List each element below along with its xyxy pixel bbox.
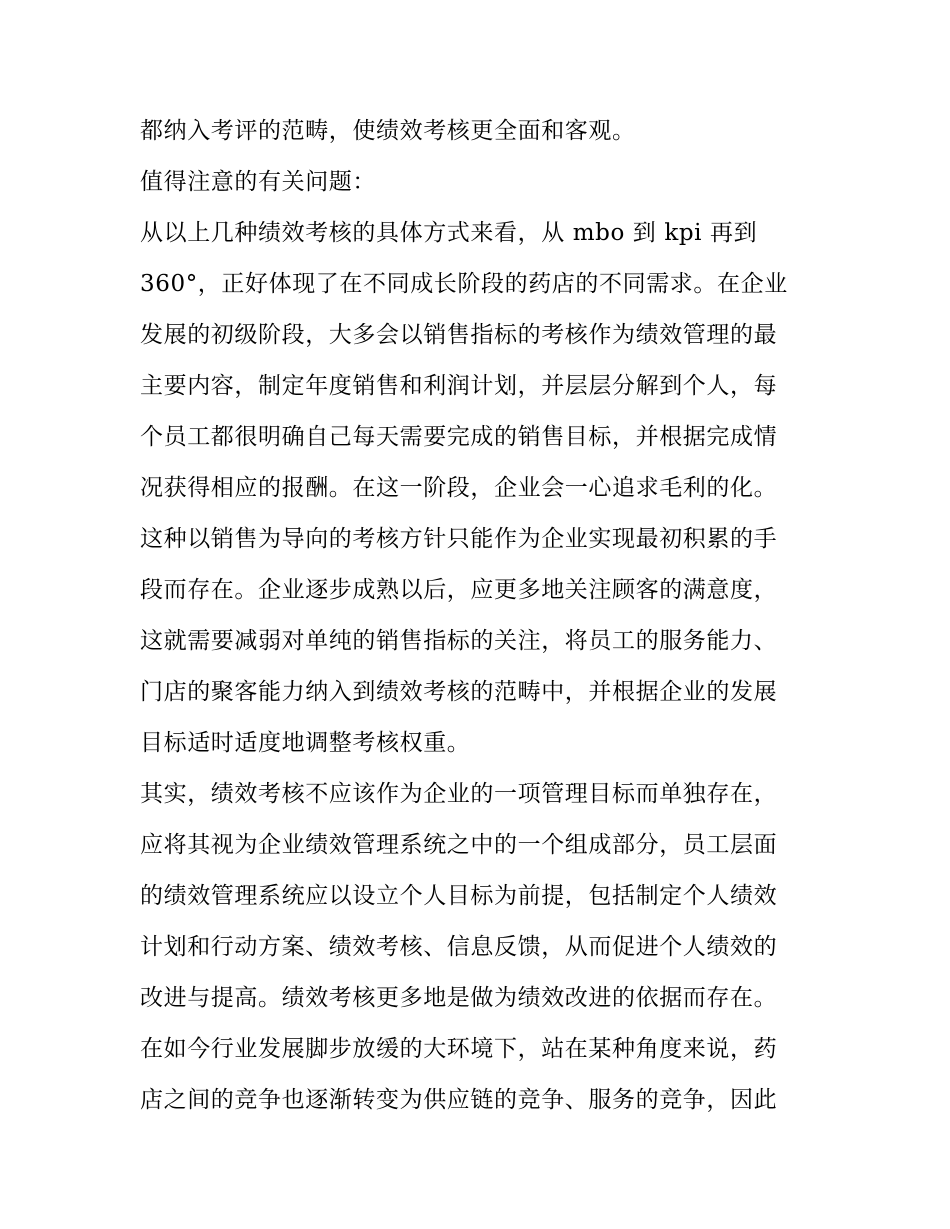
text-line: 应将其视为企业绩效管理系统之中的一个组成部分，员工层面 <box>140 832 778 858</box>
text-line: 在如今行业发展脚步放缓的大环境下，站在某种角度来说，药 <box>140 1036 778 1062</box>
text-line: 这种以销售为导向的考核方针只能作为企业实现最初积累的手 <box>140 526 778 552</box>
text-line: 改进与提高。绩效考核更多地是做为绩效改进的依据而存在。 <box>140 985 778 1011</box>
text-line: 的绩效管理系统应以设立个人目标为前提，包括制定个人绩效 <box>140 883 778 909</box>
text-line: 其实，绩效考核不应该作为企业的一项管理目标而单独存在， <box>140 781 778 807</box>
text-line: 发展的初级阶段，大多会以销售指标的考核作为绩效管理的最 <box>140 322 778 348</box>
text-line: 从以上几种绩效考核的具体方式来看，从 mbo 到 kpi 再到 <box>140 220 758 246</box>
text-line: 目标适时适度地调整考核权重。 <box>140 730 471 756</box>
text-line: 都纳入考评的范畴，使绩效考核更全面和客观。 <box>140 118 636 144</box>
text-line: 值得注意的有关问题： <box>140 169 376 195</box>
text-line: 店之间的竞争也逐渐转变为供应链的竞争、服务的竞争，因此 <box>140 1087 778 1113</box>
text-line: 360°，正好体现了在不同成长阶段的药店的不同需求。在企业 <box>140 271 788 297</box>
text-line: 段而存在。企业逐步成熟以后，应更多地关注顾客的满意度， <box>140 577 778 603</box>
text-line: 计划和行动方案、绩效考核、信息反馈，从而促进个人绩效的 <box>140 934 778 960</box>
text-line: 这就需要减弱对单纯的销售指标的关注，将员工的服务能力、 <box>140 628 778 654</box>
text-line: 况获得相应的报酬。在这一阶段，企业会一心追求毛利的化。 <box>140 475 778 501</box>
text-line: 门店的聚客能力纳入到绩效考核的范畴中，并根据企业的发展 <box>140 679 778 705</box>
text-line: 主要内容，制定年度销售和利润计划，并层层分解到个人，每 <box>140 373 778 399</box>
body-text <box>140 106 820 1126</box>
text-line: 个员工都很明确自己每天需要完成的销售目标，并根据完成情 <box>140 424 778 450</box>
